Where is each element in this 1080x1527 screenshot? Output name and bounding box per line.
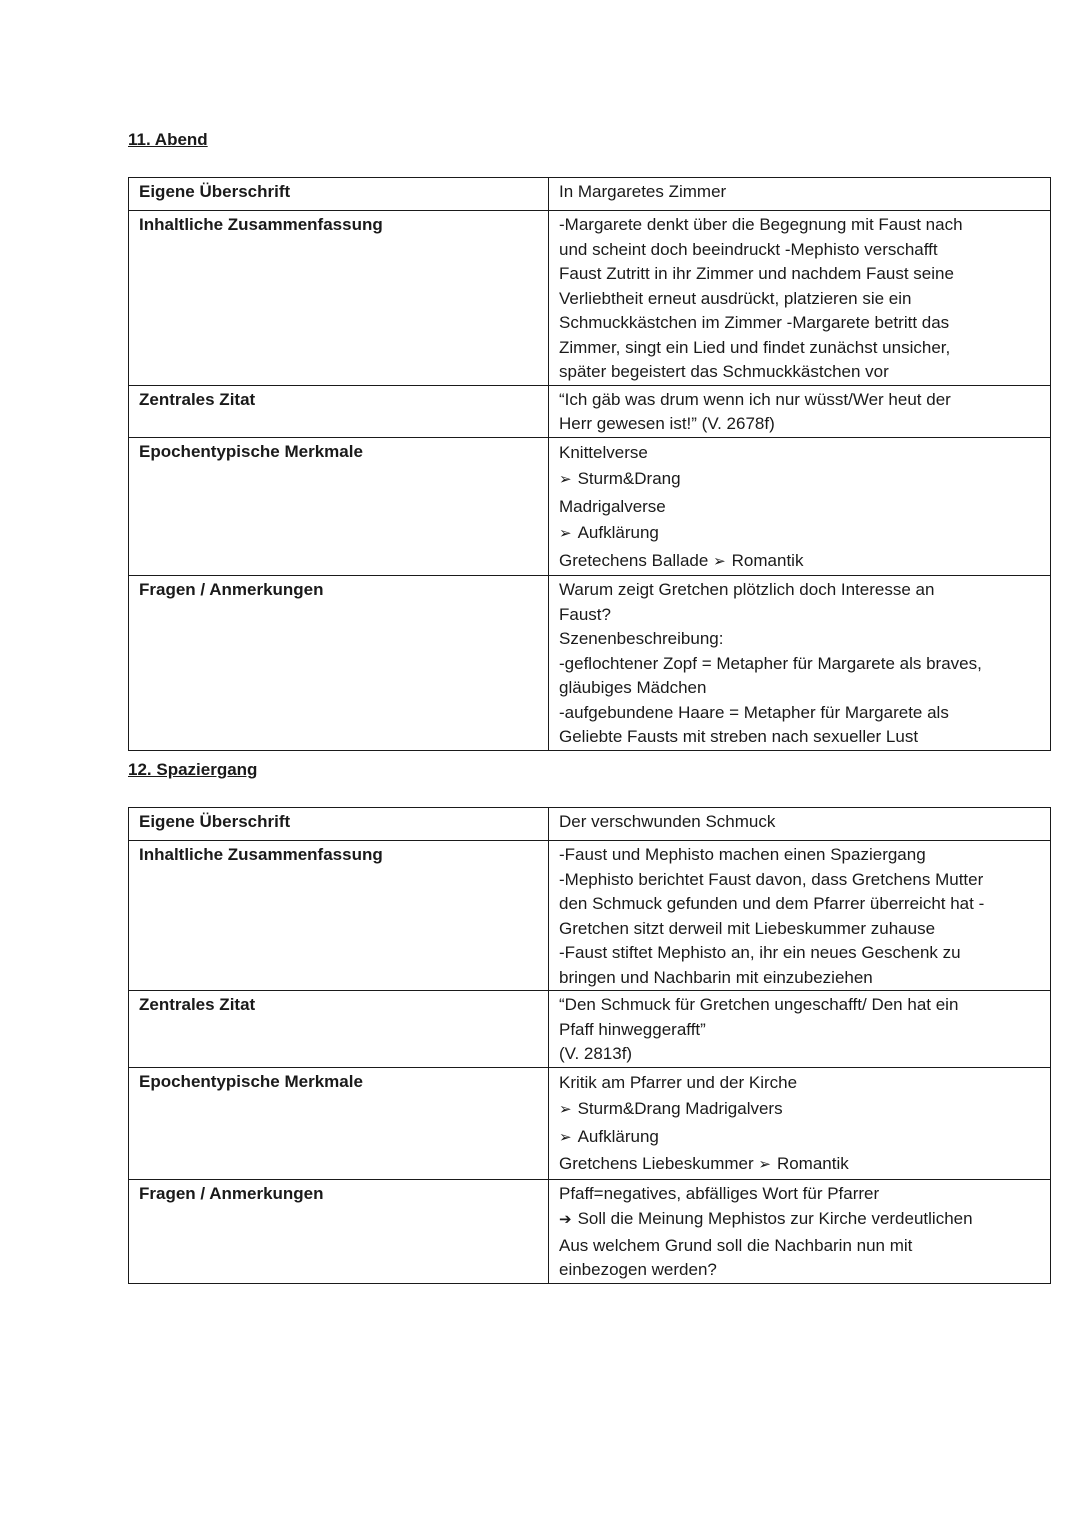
value-line: Kritik am Pfarrer und der Kirche bbox=[559, 1072, 798, 1092]
value-line: bringen und Nachbarin mit einzubeziehen bbox=[559, 967, 873, 987]
table-row bbox=[129, 991, 1051, 1068]
row-value bbox=[549, 808, 1051, 841]
value-line: Zimmer, singt ein Lied und findet zunächst unsicher, bbox=[559, 337, 951, 357]
table-row bbox=[129, 1067, 1051, 1179]
right-arrow-icon: ➔ bbox=[559, 1211, 572, 1228]
row-label: Fragen / Anmerkungen bbox=[129, 576, 549, 751]
value-line: ➢ Aufklärung bbox=[559, 520, 1041, 548]
row-label: Zentrales Zitat bbox=[129, 385, 549, 437]
value-line: Herr gewesen ist!” (V. 2678f) bbox=[559, 414, 775, 433]
value-line: ➢ Sturm&Drang bbox=[559, 466, 1041, 494]
value-line: gläubiges Mädchen bbox=[559, 678, 707, 697]
value-line: und scheint doch beeindruckt -Mephisto verschafft bbox=[559, 239, 938, 259]
section-title-spaziergang: 12. Spaziergang bbox=[128, 760, 258, 779]
value-line: ➢ Sturm&Drang Madrigalvers bbox=[559, 1096, 1041, 1124]
value-line: Madrigalverse bbox=[559, 496, 666, 516]
row-value bbox=[549, 991, 1051, 1068]
value-line: Schmuckkästchen im Zimmer -Margarete betritt das bbox=[559, 313, 950, 332]
row-label: Eigene Überschrift bbox=[129, 808, 549, 841]
value-line: -aufgebundene Haare = Metapher für Margarete als bbox=[559, 702, 949, 722]
table-row bbox=[129, 211, 1051, 386]
row-value bbox=[549, 211, 1051, 386]
table-row bbox=[129, 841, 1051, 991]
row-value bbox=[549, 841, 1051, 991]
value-line: Der verschwunden Schmuck bbox=[559, 812, 776, 831]
value-line: ➢ Aufklärung bbox=[559, 1124, 1041, 1152]
value-line: Knittelverse bbox=[559, 442, 648, 462]
value-line: einbezogen werden? bbox=[559, 1260, 717, 1279]
value-line: ➔ Soll die Meinung Mephistos zur Kirche verdeutlichen bbox=[559, 1206, 1041, 1234]
arrowhead-icon: ➢ bbox=[559, 1128, 572, 1146]
value-line: Verliebtheit erneut ausdrückt, platzieren sie ein bbox=[559, 288, 912, 308]
value-line: Szenenbeschreibung: bbox=[559, 629, 724, 648]
value-line: -geflochtener Zopf = Metapher für Margarete als braves, bbox=[559, 653, 982, 673]
row-label: Eigene Überschrift bbox=[129, 178, 549, 211]
value-line: -Margarete denkt über die Begegnung mit Faust nach bbox=[559, 215, 963, 234]
scene-table-spaziergang bbox=[128, 807, 1051, 1284]
value-line: Gretchen sitzt derweil mit Liebeskummer zuhause bbox=[559, 918, 936, 938]
value-line: -Faust und Mephisto machen einen Spaziergang bbox=[559, 845, 926, 864]
row-value bbox=[549, 1179, 1051, 1283]
section-title-abend: 11. Abend bbox=[128, 130, 208, 149]
value-line: (V. 2813f) bbox=[559, 1044, 633, 1063]
table-row bbox=[129, 437, 1051, 576]
row-label: Epochentypische Merkmale bbox=[129, 437, 549, 576]
scene-table-abend bbox=[128, 177, 1051, 751]
value-line: Faust? bbox=[559, 604, 611, 624]
value-line: -Mephisto berichtet Faust davon, dass Gretchens Mutter bbox=[559, 869, 984, 889]
value-line: Gretchens Liebeskummer ➢ Romantik bbox=[559, 1151, 1041, 1179]
table-row bbox=[129, 808, 1051, 841]
value-line: Gretechens Ballade ➢ Romantik bbox=[559, 548, 1041, 576]
arrowhead-icon: ➢ bbox=[559, 1101, 572, 1118]
value-line: Warum zeigt Gretchen plötzlich doch Interesse an bbox=[559, 580, 935, 599]
value-line: Pfaff=negatives, abfälliges Wort für Pfarrer bbox=[559, 1183, 880, 1203]
row-label: Epochentypische Merkmale bbox=[129, 1067, 549, 1179]
arrowhead-icon: ➢ bbox=[713, 552, 726, 570]
row-label: Inhaltliche Zusammenfassung bbox=[129, 841, 549, 991]
row-label: Fragen / Anmerkungen bbox=[129, 1179, 549, 1283]
row-value bbox=[549, 437, 1051, 576]
arrowhead-icon: ➢ bbox=[758, 1156, 771, 1173]
value-line: “Ich gäb was drum wenn ich nur wüsst/Wer heut der bbox=[559, 389, 951, 409]
row-value bbox=[549, 178, 1051, 211]
value-line: später begeistert das Schmuckkästchen vor bbox=[559, 362, 889, 381]
arrowhead-icon: ➢ bbox=[559, 471, 572, 488]
value-line: -Faust stiftet Mephisto an, ihr ein neues Geschenk zu bbox=[559, 943, 961, 962]
value-line: den Schmuck gefunden und dem Pfarrer überreicht hat - bbox=[559, 894, 985, 913]
table-row bbox=[129, 576, 1051, 751]
value-line: “Den Schmuck für Gretchen ungeschafft/ Den hat ein bbox=[559, 995, 959, 1014]
value-line: Geliebte Fausts mit streben nach sexueller Lust bbox=[559, 727, 919, 746]
table-row bbox=[129, 385, 1051, 437]
value-line: Aus welchem Grund soll die Nachbarin nun mit bbox=[559, 1235, 913, 1255]
row-label: Inhaltliche Zusammenfassung bbox=[129, 211, 549, 386]
value-line: In Margaretes Zimmer bbox=[559, 182, 727, 201]
table-row bbox=[129, 178, 1051, 211]
arrowhead-icon: ➢ bbox=[559, 525, 572, 542]
row-label: Zentrales Zitat bbox=[129, 991, 549, 1068]
row-value bbox=[549, 1067, 1051, 1179]
row-value bbox=[549, 576, 1051, 751]
value-line: Faust Zutritt in ihr Zimmer und nachdem Faust seine bbox=[559, 264, 954, 283]
table-row bbox=[129, 1179, 1051, 1283]
value-line: Pfaff hinweggerafft” bbox=[559, 1019, 706, 1039]
row-value bbox=[549, 385, 1051, 437]
